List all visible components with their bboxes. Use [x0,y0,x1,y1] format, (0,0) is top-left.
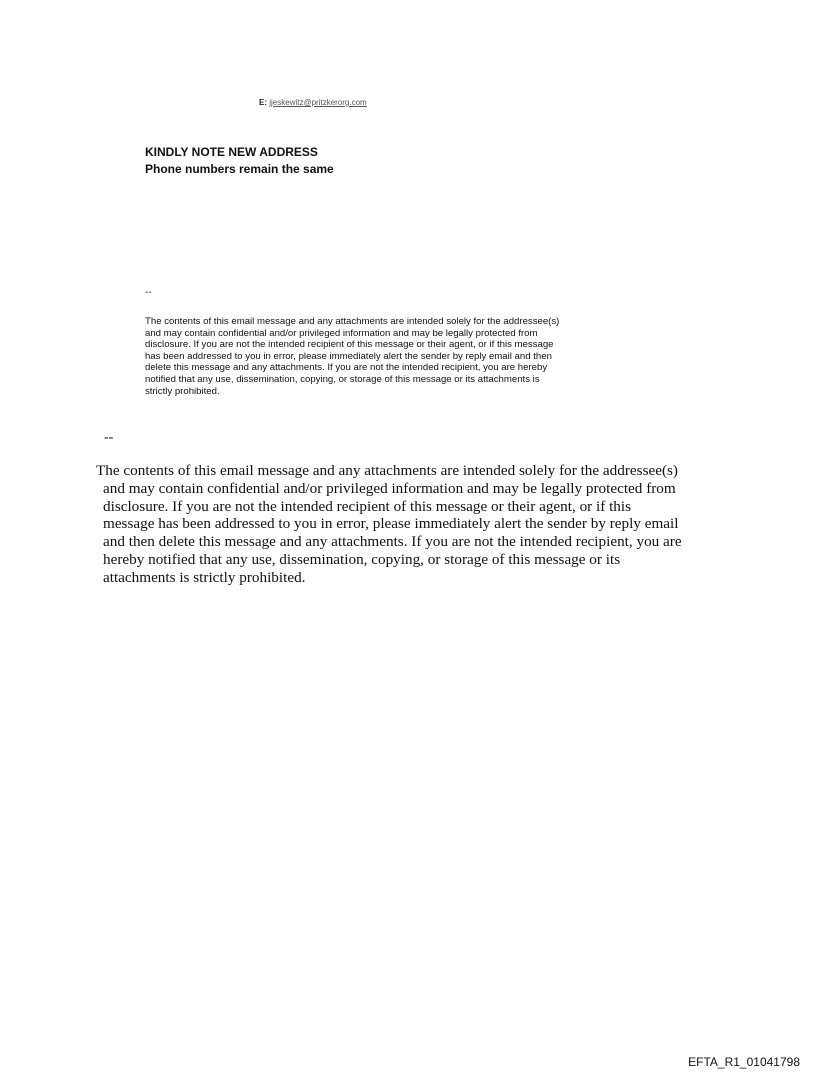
disclaimer-outer-line: and may contain confidential and/or privileged information and may be legally protected from [103,479,676,497]
address-notice [145,144,334,178]
disclaimer-outer-line: attachments is strictly prohibited. [103,568,306,586]
disclaimer-outer-line: message has been addressed to you in error, please immediately alert the sender by reply email [103,515,679,533]
signature-separator-inner: -- [145,287,152,298]
contact-email-line [259,98,367,107]
email-label: E: [259,98,267,107]
email-link[interactable]: jjeskewitz@pritzkerorg.com [269,98,367,107]
disclaimer-inner-line: has been addressed to you in error, please immediately alert the sender by reply email and then [145,350,552,362]
disclaimer-inner-line: disclosure. If you are not the intended recipient of this message or their agent, or if this message [145,339,554,351]
disclaimer-outer-line: disclosure. If you are not the intended recipient of this message or their agent, or if this [103,497,632,515]
notice-line-new-address: KINDLY NOTE NEW ADDRESS [145,145,318,159]
disclaimer-inner-line: The contents of this email message and any attachments are intended solely for the addressee(s) [145,316,560,327]
disclaimer-inner-line: strictly prohibited. [145,385,220,397]
disclaimer-outer-line: and then delete this message and any attachments. If you are not the intended recipient, you are [103,533,682,551]
signature-separator-outer: -- [104,430,114,445]
disclaimer-inner-line: notified that any use, dissemination, copying, or storage of this message or its attachments is [145,373,540,385]
disclaimer-inner-line: and may contain confidential and/or privileged information and may be legally protected from [145,327,538,339]
disclaimer-inner-line: delete this message and any attachments. If you are not the intended recipient, you are hereby [145,362,548,374]
document-id: EFTA_R1_01041798 [688,1055,800,1069]
disclaimer-outer [96,462,736,587]
disclaimer-inner [145,316,685,397]
notice-line-phone: Phone numbers remain the same [145,162,334,176]
disclaimer-outer-line: hereby notified that any use, dissemination, copying, or storage of this message or its [103,550,621,568]
disclaimer-outer-line: The contents of this email message and any attachments are intended solely for the addressee(s) [96,462,678,479]
